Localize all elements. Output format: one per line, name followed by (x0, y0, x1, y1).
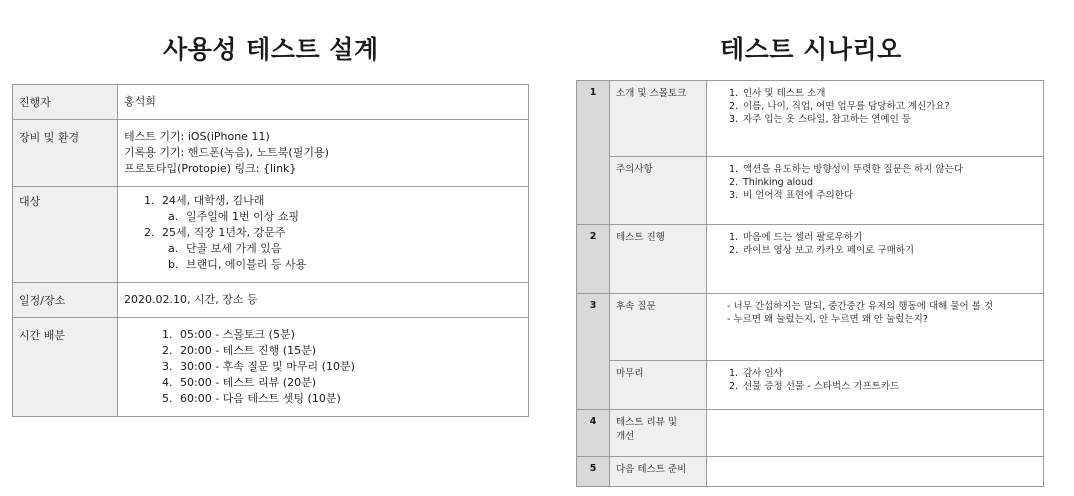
table-row-schedule (13, 283, 529, 318)
list-marker: 1. (729, 368, 739, 379)
list-item (713, 300, 1037, 313)
section-label: 테스트 진행 (610, 225, 707, 294)
list-item (713, 189, 1037, 202)
step-number: 5 (577, 457, 610, 487)
list-item (713, 176, 1037, 189)
list-marker: 3. (162, 360, 173, 373)
list-item (713, 163, 1037, 176)
section-label: 다음 테스트 준비 (610, 457, 707, 487)
list-text: Thinking aloud (743, 177, 814, 188)
list-item (713, 113, 1037, 126)
table-row (577, 294, 1044, 361)
list-marker: 2. (144, 226, 155, 239)
section-label-line: 개선 (616, 431, 635, 442)
list-item (124, 257, 522, 273)
section-label-line: 테스트 리뷰 및 (616, 417, 678, 428)
list-marker: a. (168, 242, 179, 255)
list-text: 단골 보세 가게 있음 (186, 242, 282, 255)
equipment-line: 프로토타입(Protopie) 링크: {link} (124, 162, 297, 175)
table-row (577, 410, 1044, 457)
row-label-schedule: 일정/장소 (13, 283, 118, 318)
list-marker: 1. (729, 88, 739, 99)
table-row (577, 225, 1044, 294)
list-text: 라이브 영상 보고 카카오 페이로 구매하기 (743, 245, 915, 256)
list-marker: 1. (144, 194, 155, 207)
list-item (124, 343, 522, 359)
list-text: 60:00 - 다음 테스트 셋팅 (10분) (180, 392, 341, 405)
test-scenario-table (576, 80, 1044, 487)
list-item (124, 391, 522, 407)
list-item (124, 375, 522, 391)
list-marker: 3. (729, 114, 739, 125)
section-content (707, 225, 1044, 294)
list-marker: 4. (162, 376, 173, 389)
list-marker: 3. (729, 190, 739, 201)
row-value-time-allocation (118, 318, 529, 417)
page-title-test-scenario: 테스트 시나리오 (720, 35, 902, 64)
list-text: 비 언어적 표현에 주의한다 (743, 190, 854, 201)
list-item (124, 193, 522, 209)
table-row-equipment (13, 120, 529, 187)
section-label: 후속 질문 (610, 294, 707, 361)
list-item (713, 87, 1037, 100)
list-marker: 2. (729, 101, 739, 112)
section-label: 소개 및 스몰토크 (610, 81, 707, 157)
table-row (577, 157, 1044, 225)
list-item (713, 313, 1037, 326)
list-item (713, 367, 1037, 380)
row-value-presenter: 홍석희 (118, 85, 529, 120)
list-marker: 5. (162, 392, 173, 405)
section-content (707, 294, 1044, 361)
table-row (577, 457, 1044, 487)
list-item (713, 100, 1037, 113)
row-value-schedule: 2020.02.10, 시간, 장소 등 (118, 283, 529, 318)
list-item (713, 244, 1037, 257)
list-text: 30:00 - 후속 질문 및 마무리 (10분) (180, 360, 355, 373)
step-number: 3 (577, 294, 610, 410)
section-content (707, 157, 1044, 225)
row-label-equipment: 장비 및 환경 (13, 120, 118, 187)
table-row-presenter (13, 85, 529, 120)
section-label: 마무리 (610, 361, 707, 410)
list-item (713, 231, 1037, 244)
step-number: 1 (577, 81, 610, 225)
list-text: 너무 간섭하지는 말되, 중간중간 유저의 행동에 대해 물어 볼 것 (733, 301, 994, 312)
list-text: 일주일에 1번 이상 쇼핑 (186, 210, 300, 223)
list-marker: 1. (729, 232, 739, 243)
list-item (124, 209, 522, 225)
step-number: 2 (577, 225, 610, 294)
list-marker: 1. (162, 328, 173, 341)
table-row (577, 81, 1044, 157)
section-label (610, 410, 707, 457)
list-marker: a. (168, 210, 179, 223)
section-content-empty (707, 410, 1044, 457)
table-row-target (13, 187, 529, 283)
row-label-time-allocation: 시간 배분 (13, 318, 118, 417)
equipment-line: 기록용 기기: 핸드폰(녹음), 노트북(필기용) (124, 146, 329, 159)
list-marker: 2. (729, 381, 739, 392)
list-text: 누르면 왜 눌렀는지, 안 누르면 왜 안 눌렀는지? (733, 314, 928, 325)
list-text: 감사 인사 (743, 368, 783, 379)
equipment-line: 테스트 기기: iOS(iPhone 11) (124, 130, 270, 143)
list-item (124, 359, 522, 375)
page-title-usability-test-design: 사용성 테스트 설계 (163, 35, 379, 64)
step-number: 4 (577, 410, 610, 457)
list-marker: 1. (729, 164, 739, 175)
list-marker: 2. (162, 344, 173, 357)
list-text: 자주 입는 옷 스타일, 참고하는 연예인 등 (743, 114, 911, 125)
row-label-presenter: 진행자 (13, 85, 118, 120)
list-item (713, 380, 1037, 393)
row-value-target (118, 187, 529, 283)
row-value-equipment (118, 120, 529, 187)
list-text: 05:00 - 스몰토크 (5분) (180, 328, 295, 341)
list-text: 액션을 유도하는 방향성이 뚜렷한 질문은 하지 않는다 (743, 164, 964, 175)
list-text: 50:00 - 테스트 리뷰 (20분) (180, 376, 316, 389)
table-row-time-allocation (13, 318, 529, 417)
section-content-empty (707, 457, 1044, 487)
list-text: 선물 증정 선물 - 스타벅스 기프트카드 (743, 381, 900, 392)
list-text: 20:00 - 테스트 진행 (15분) (180, 344, 316, 357)
section-label: 주의사항 (610, 157, 707, 225)
list-marker: - (727, 314, 731, 325)
list-text: 마음에 드는 셀러 팔로우하기 (743, 232, 863, 243)
list-item (124, 241, 522, 257)
section-content (707, 361, 1044, 410)
list-marker: 2. (729, 245, 739, 256)
usability-test-design-table (12, 84, 529, 417)
list-text: 25세, 직장 1년차, 강문주 (162, 226, 286, 239)
list-marker: - (727, 301, 731, 312)
list-text: 이름, 나이, 직업, 어떤 업무를 담당하고 계신가요? (743, 101, 950, 112)
list-text: 인사 및 테스트 소개 (743, 88, 826, 99)
list-marker: 2. (729, 177, 739, 188)
section-content (707, 81, 1044, 157)
row-label-target: 대상 (13, 187, 118, 283)
table-row (577, 361, 1044, 410)
list-text: 24세, 대학생, 김나래 (162, 194, 265, 207)
list-text: 브랜디, 에이블리 등 사용 (186, 258, 307, 271)
list-item (124, 225, 522, 241)
list-marker: b. (168, 258, 179, 271)
list-item (124, 327, 522, 343)
